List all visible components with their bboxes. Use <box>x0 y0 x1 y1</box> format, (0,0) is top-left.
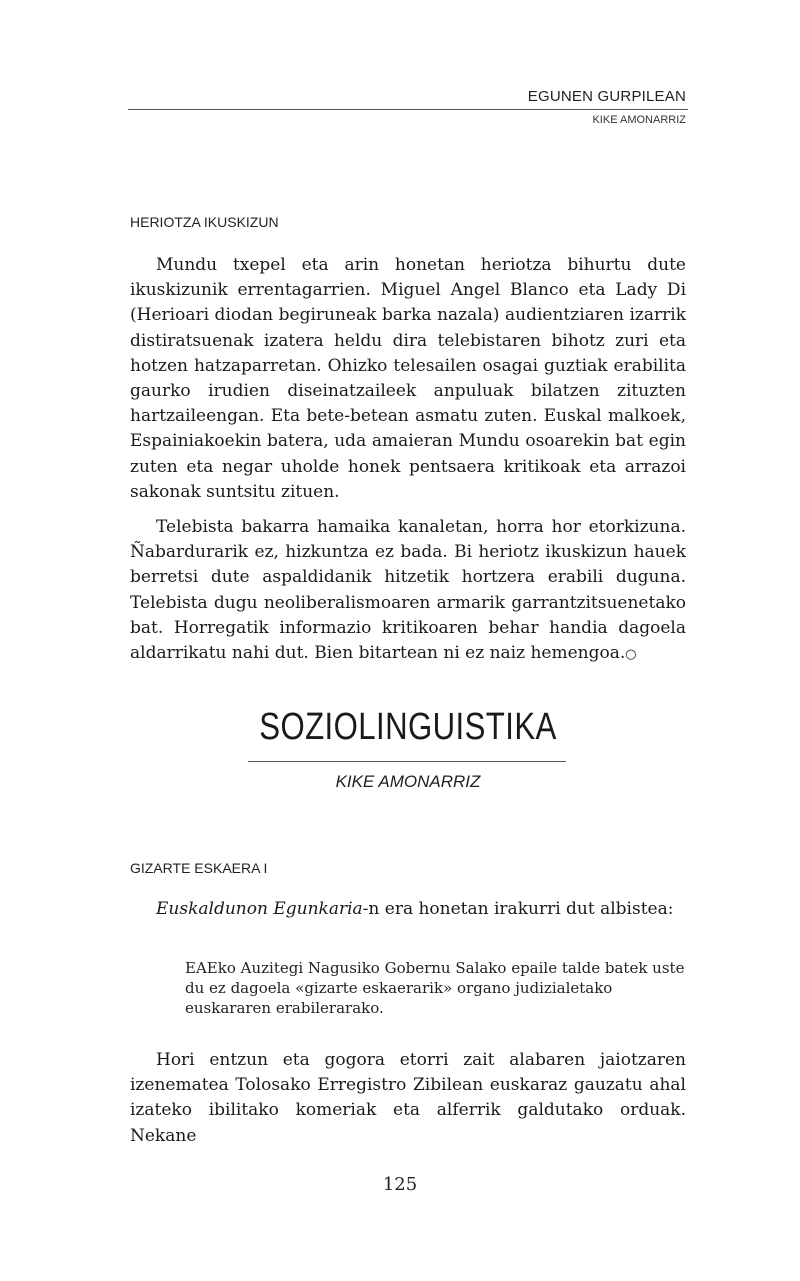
paragraph <box>130 253 686 505</box>
block-quote: EAEko Auzitegi Nagusiko Gobernu Salako epaile talde batek uste du ez dagoela «gizarte eskaerarik» organo judizialetako euskararen erabilerarako. <box>185 959 685 1017</box>
paragraph-text: Hori entzun eta gogora etorri zait alabaren jaiotzaren izenematea Tolosako Erregistro Zibilean euskaraz gauzatu ahal izateko ibilitako komeriak eta alferrik galdutako orduak. Nekane <box>130 1050 686 1146</box>
paragraph-text: Telebista bakarra hamaika kanaletan, horra hor etorkizuna. Ñabardurarik ez, hizkuntza ez bada. Bi heriotz ikuskizun hauek berretsi dute aspaldidanik hitzetik hortzera erabili duguna. Telebista dugu neoliberalismoaren armarik garrantzitsuenetako bat. Horregatik informazio kritikoaren behar handia dagoela aldarrikatu nahi dut. Bien bitartean ni ez naiz hemengoa. <box>130 517 686 664</box>
end-mark: ○ <box>625 647 637 663</box>
paragraph-text: Mundu txepel eta arin honetan heriotza bihurtu dute ikuskizunik errentagarrien. Miguel Angel Blanco eta Lady Di (Herioari diodan begiruneak barka nazala) audientziaren izarrik distiratsuenak izatera heldu dira telebistaren bihotz zuri eta hotzen hatzaparretan. Ohizko telesailen osagai guztiak erabilita gaurko irudien diseinatzaileek anpuluak bilatzen zituzten hartzaileengan. Eta bete-betean asmatu zuten. Euskal malkoek, Espainiakoekin batera, uda amaieran Mundu osoarekin bat egin zuten eta negar uholde honek pentsaera kritikoak eta arrazoi sakonak suntsitu zituen. <box>130 255 686 502</box>
section-body-heriotza <box>130 253 686 667</box>
paragraph <box>130 515 686 667</box>
page-number: 125 <box>382 1174 418 1195</box>
paragraph <box>130 1048 686 1149</box>
running-header-rule <box>128 109 688 110</box>
section-body-gizarte <box>130 1048 686 1149</box>
newspaper-name: Euskaldunon Egunkaria <box>156 899 363 919</box>
article-title: SOZIOLINGUISTIKA <box>259 706 557 748</box>
running-header-title: EGUNEN GURPILEAN <box>527 88 686 105</box>
section-heading-gizarte: GIZARTE ESKAERA I <box>130 860 268 876</box>
paragraph-text: -n era honetan irakurri dut albistea: <box>362 899 674 919</box>
paragraph <box>130 897 686 922</box>
title-rule <box>248 761 566 762</box>
article-author: KIKE AMONARRIZ <box>335 772 481 791</box>
section-intro-gizarte <box>130 897 686 922</box>
section-heading-heriotza: HERIOTZA IKUSKIZUN <box>130 214 279 230</box>
running-header <box>128 88 688 126</box>
running-header-author: KIKE AMONARRIZ <box>592 114 686 126</box>
